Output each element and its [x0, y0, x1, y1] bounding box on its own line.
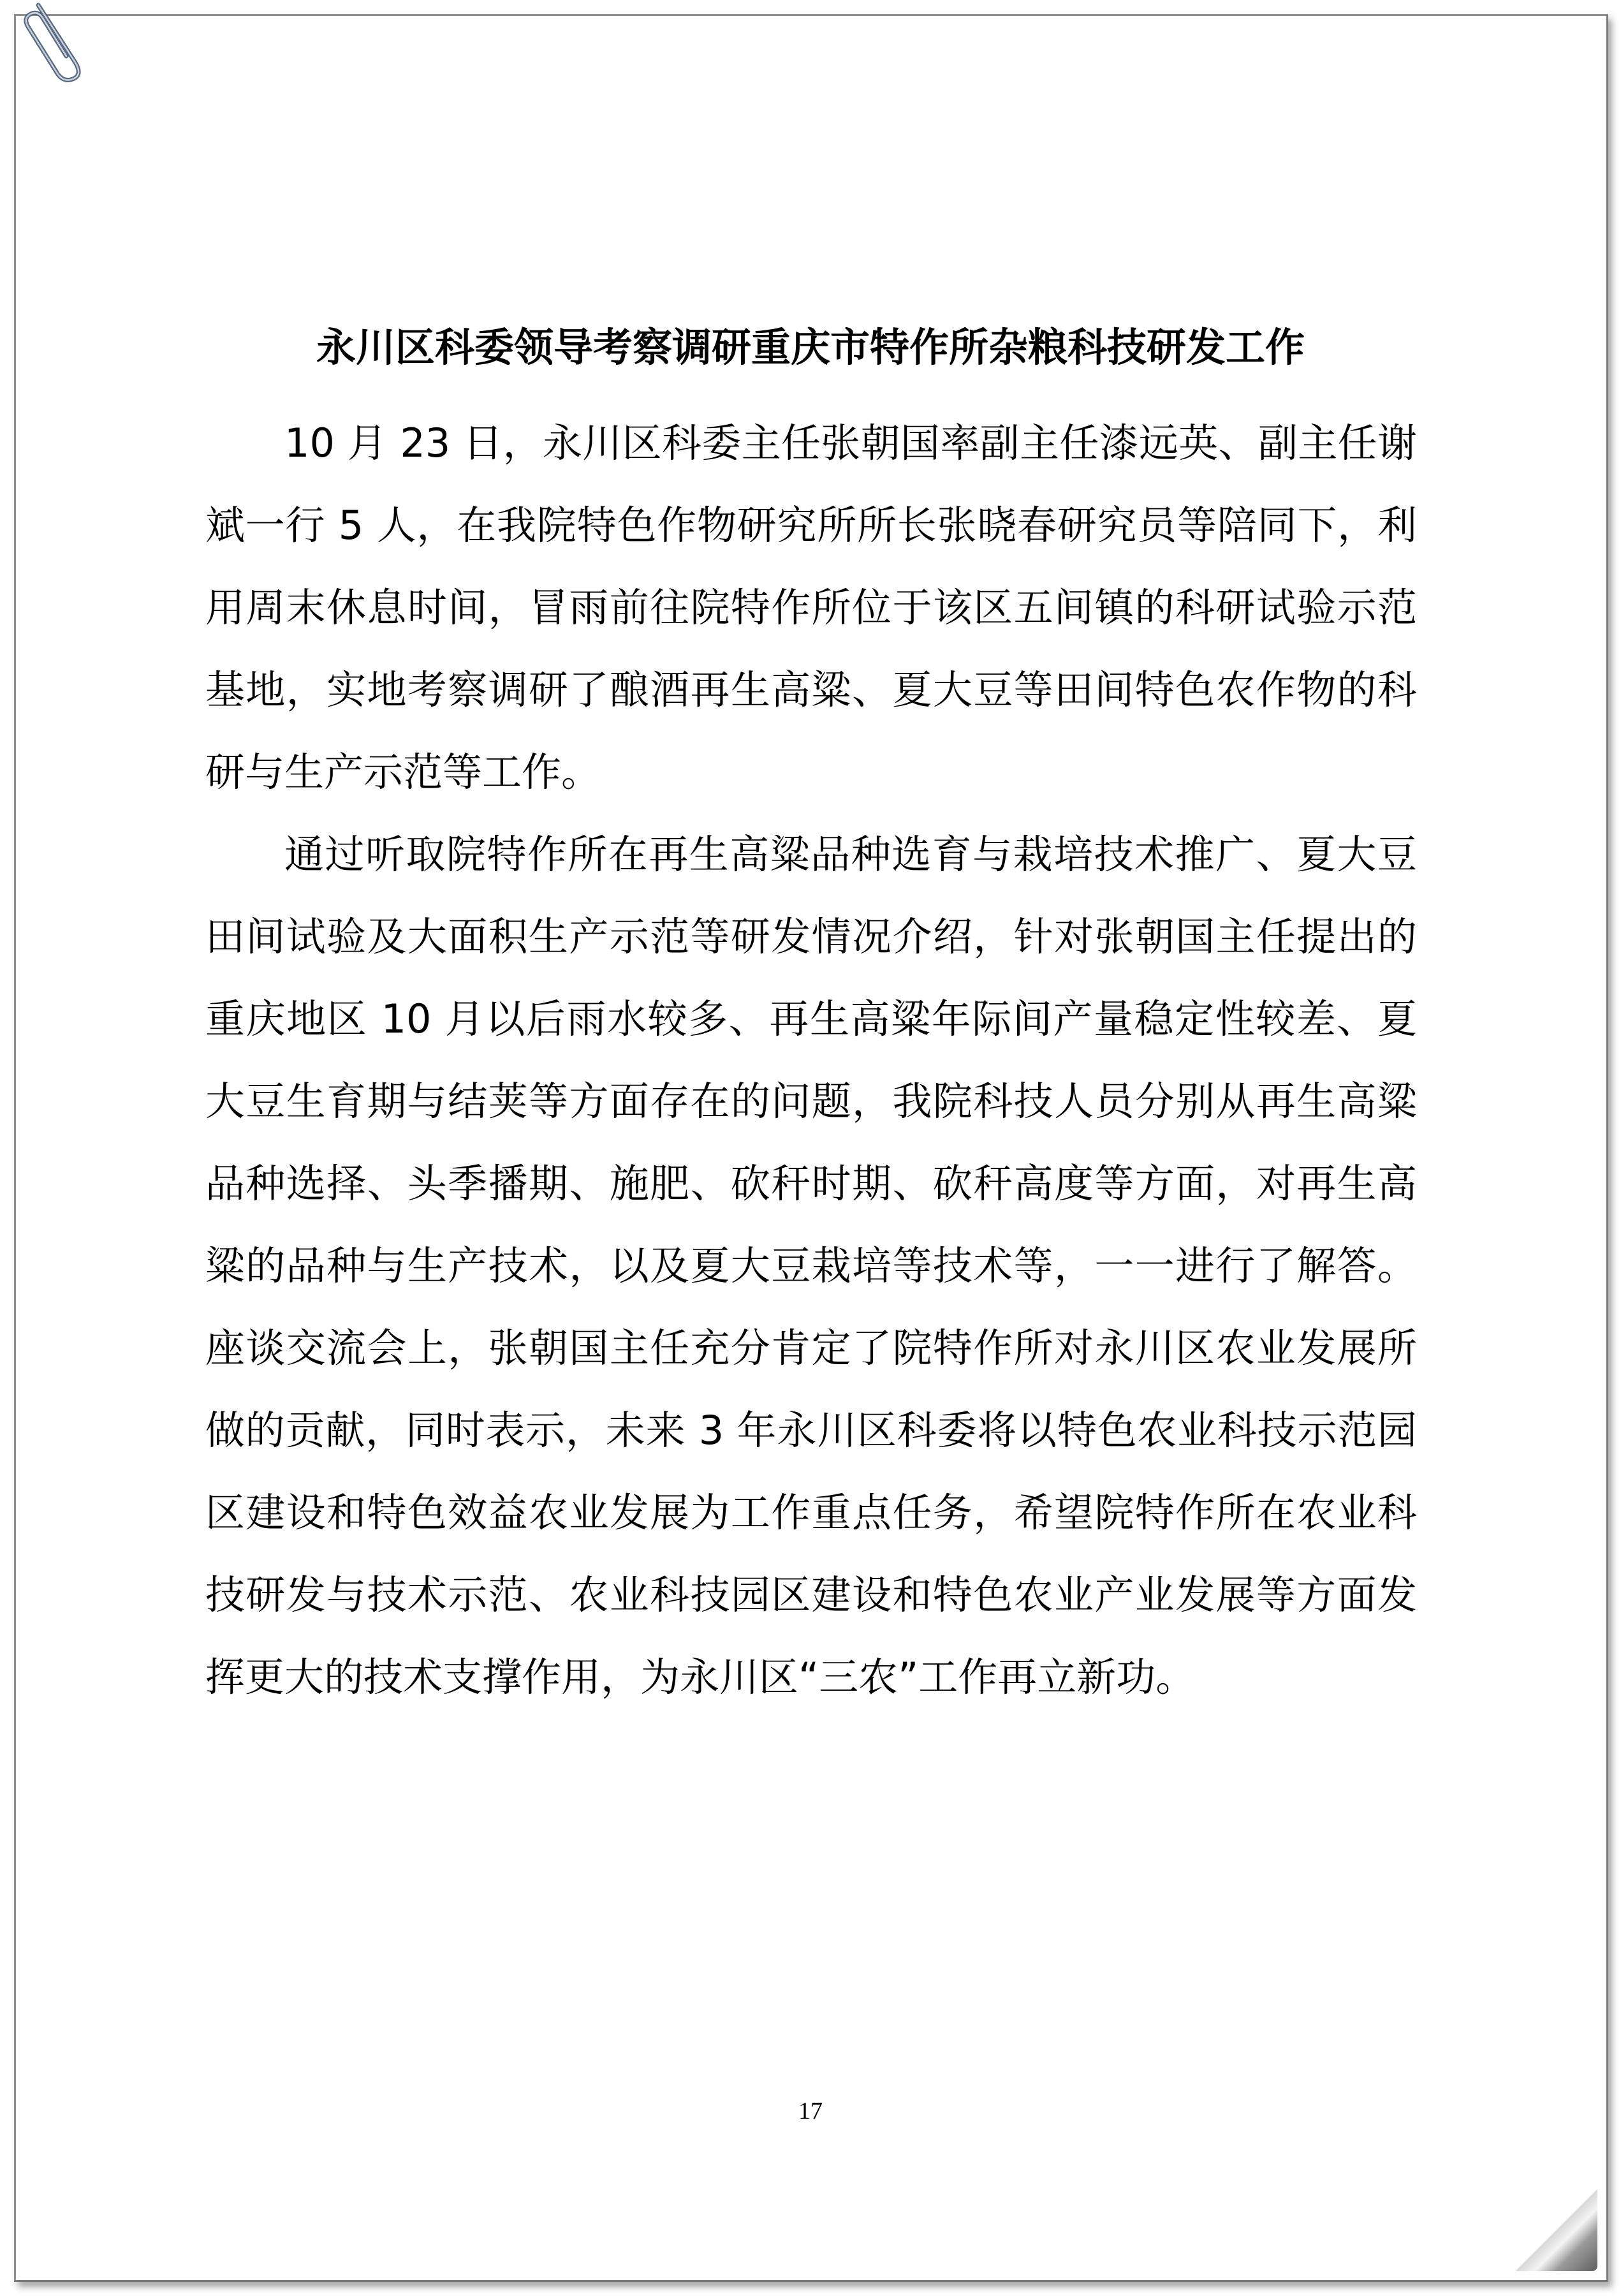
paragraph: 10 月 23 日，永川区科委主任张朝国率副主任漆远英、副主任谢斌一行 5 人，在我院特色作物研究所所长张晓春研究员等陪同下，利用周末休息时间，冒雨前往院特作所位于该区五间镇的科研试验示范基地，实地考察调研了酿酒再生高粱、夏大豆等田间特色农作物的科研与生产示范等工作。: [205, 420, 1417, 795]
paragraph: 通过听取院特作所在再生高粱品种选育与栽培技术推广、夏大豆田间试验及大面积生产示范等研发情况介绍，针对张朝国主任提出的重庆地区 10 月以后雨水较多、再生高粱年际间产量稳定性较差、夏大豆生育期与结荚等方面存在的问题，我院科技人员分别从再生高粱品种选择、头季播期、施肥、砍秆时期、砍秆高度等方面，对再生高粱的品种与生产技术，以及夏大豆栽培等技术等，一一进行了解答。座谈交流会上，张朝国主任充分肯定了院特作所对永川区农业发展所做的贡献，同时表示，未来 3 年永川区科委将以特色农业科技示范园区建设和特色效益农业发展为工作重点任务，希望院特作所在农业科技研发与技术示范、农业科技园区建设和特色农业产业发展等方面发挥更大的技术支撑作用，为永川区“三农”工作再立新功。: [205, 831, 1417, 1700]
paperclip-icon: [19, 0, 89, 83]
document-title: 永川区科委领导考察调研重庆市特作所杂粮科技研发工作: [316, 324, 1305, 371]
page-number: 17: [798, 2098, 823, 2124]
document-body: [205, 402, 1417, 1718]
page-curl: [1515, 2188, 1597, 2271]
